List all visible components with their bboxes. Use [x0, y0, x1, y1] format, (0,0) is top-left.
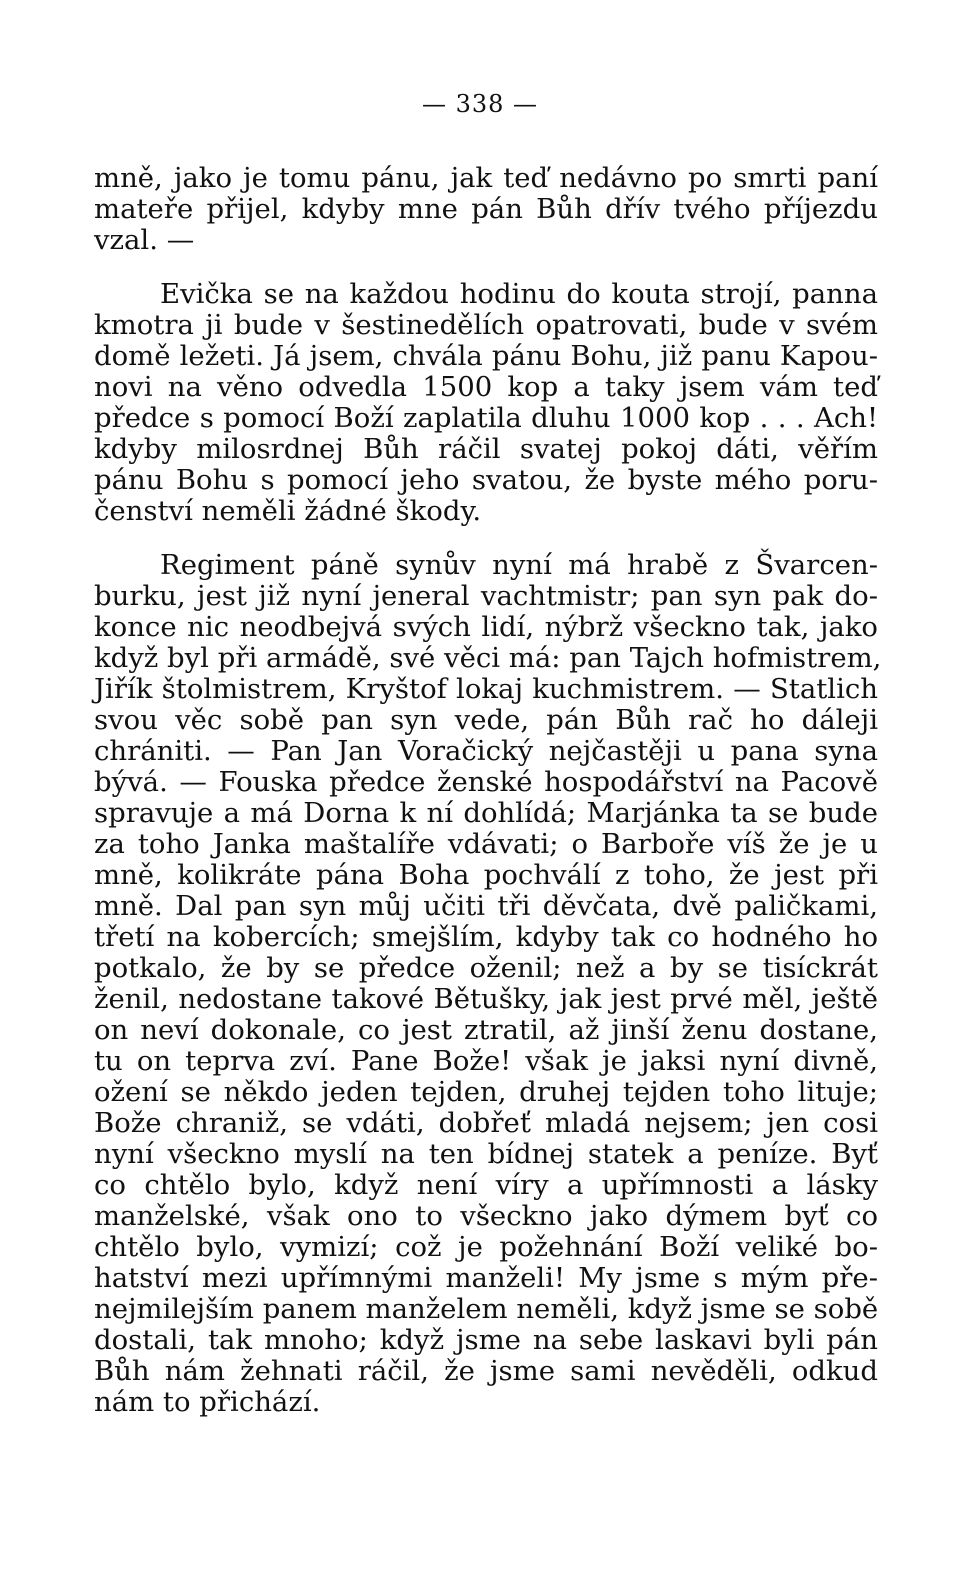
text-line: ženil, nedostane takové Bětušky, jak jest prvé měl, ještě [94, 983, 878, 1015]
text-line: třetí na kobercích; smejšlím, kdyby tak co hodného ho [94, 921, 878, 953]
text-line: ožení se někdo jeden tejden, druhej tejden toho lituje; [94, 1076, 878, 1108]
page-number: — 338 — [421, 90, 539, 118]
text-line: Evička se na každou hodinu do kouta strojí, panna [160, 278, 878, 310]
paragraph [94, 279, 878, 527]
text-line: tu on teprva zví. Pane Bože! však je jaksi nyní divně, [94, 1045, 878, 1077]
text-line: čenství neměli žádné škody. [94, 495, 482, 527]
text-line: nejmilejším panem manželem neměli, když jsme se sobě [94, 1293, 879, 1325]
text-line: dostali, tak mnoho; když jsme na sebe laskavi byli pán [94, 1324, 878, 1356]
text-line: kmotra ji bude v šestinedělích opatrovati, bude v svém [94, 309, 878, 341]
text-line: domě ležeti. Já jsem, chvála pánu Bohu, již panu Kapou- [94, 340, 878, 372]
text-line: kdyby milosrdnej Bůh ráčil svatej pokoj dáti, věřím [94, 433, 878, 465]
text-line: bývá. — Fouska předce ženské hospodářství na Pacově [94, 766, 878, 798]
text-line: Jiřík štolmistrem, Kryštof lokaj kuchmistrem. — Statlich [94, 673, 878, 705]
body-text [94, 162, 882, 1441]
text-line: svou věc sobě pan syn vede, pán Bůh rač ho dáleji [94, 704, 878, 736]
text-line: chtělo bylo, vymizí; což je požehnání Boží veliké bo- [94, 1231, 878, 1263]
text-line: chrániti. — Pan Jan Voračický nejčastěji u pana syna [94, 735, 878, 767]
text-line: mateře přijel, kdyby mne pán Bůh dřív tvého příjezdu [94, 193, 878, 225]
text-line: předce s pomocí Boží zaplatila dluhu 1000 kop . . . Ach! [94, 402, 878, 434]
paragraph [94, 163, 878, 256]
text-line: mně, jako je tomu pánu, jak teď nedávno po smrti paní [94, 162, 878, 194]
text-line: pánu Bohu s pomocí jeho svatou, že byste mého poru- [94, 464, 878, 496]
text-line: on neví dokonale, co jest ztratil, až jinší ženu dostane, [94, 1014, 878, 1046]
text-line: když byl při armádě, své věci má: pan Tajch hofmistrem, [94, 642, 882, 674]
text-line: novi na věno odvedla 1500 kop a taky jsem vám teď [94, 371, 878, 403]
text-line: mně, kolikráte pána Boha pochválí z toho, že jest při [94, 859, 878, 891]
text-line: potkalo, že by se předce oženil; než a by se tisíckrát [94, 952, 878, 984]
text-line: hatství mezi upřímnými manželi! My jsme s mým pře- [94, 1262, 878, 1294]
text-line: Bůh nám žehnati ráčil, že jsme sami nevěděli, odkud [94, 1355, 878, 1387]
text-line: Regiment páně synův nyní má hrabě z Švarcen- [160, 549, 878, 581]
text-line: burku, jest již nyní jeneral vachtmistr; pan syn pak do- [94, 580, 878, 612]
text-line: spravuje a má Dorna k ní dohlídá; Marjánka ta se bude [94, 797, 878, 829]
text-line: mně. Dal pan syn můj učiti tři děvčata, dvě paličkami, [94, 890, 878, 922]
text-line: co chtělo bylo, když není víry a upřímnosti a lásky [94, 1169, 878, 1201]
text-line: za toho Janka maštalíře vdávati; o Barboře víš že je u [94, 828, 878, 860]
text-line: manželské, však ono to všeckno jako dýmem byť co [94, 1200, 878, 1232]
text-line: nám to přichází. [94, 1386, 321, 1418]
text-line: Bože chraniž, se vdáti, dobřeť mladá nejsem; jen cosi [94, 1107, 878, 1139]
text-line: nyní všeckno myslí na ten bídnej statek a peníze. Byť [94, 1138, 878, 1170]
text-line: vzal. — [94, 224, 195, 256]
paragraph [94, 549, 882, 1418]
text-line: konce nic neodbejvá svých lidí, nýbrž všeckno tak, jako [94, 611, 878, 643]
